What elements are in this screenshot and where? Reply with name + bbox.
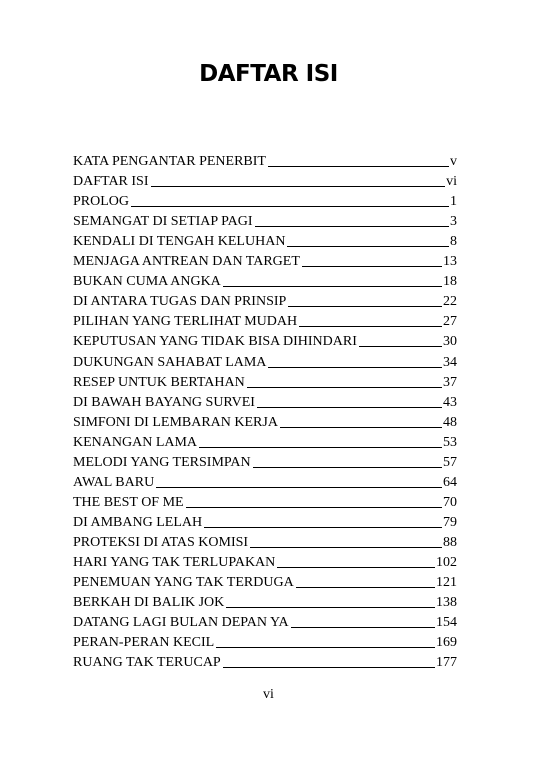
toc-entry-page: 64	[443, 474, 457, 490]
toc-entry-title: KENANGAN LAMA	[73, 434, 198, 450]
toc-entry-page: 102	[436, 554, 457, 570]
toc-leader-line	[291, 627, 435, 628]
toc-leader-line	[151, 186, 446, 187]
toc-entry-title: DI AMBANG LELAH	[73, 514, 203, 530]
toc-leader-line	[287, 246, 449, 247]
page-number: vi	[263, 687, 274, 702]
toc-entry-title: BERKAH DI BALIK JOK	[73, 595, 225, 611]
toc-entry-page: 79	[443, 514, 457, 530]
toc-entry-page: 13	[443, 254, 457, 270]
toc-leader-line	[277, 567, 435, 568]
toc-entry-title: SIMFONI DI LEMBARAN KERJA	[73, 414, 278, 430]
toc-entry-title: MELODI YANG TERSIMPAN	[73, 454, 251, 470]
toc-entry-title: DAFTAR ISI	[73, 174, 149, 190]
toc-entry	[73, 210, 457, 230]
toc-entry	[73, 531, 457, 551]
toc-entry-page: 169	[436, 635, 457, 651]
toc-entry	[73, 471, 457, 491]
toc-entry-page: vi	[446, 174, 457, 190]
toc-entry-title: PROTEKSI DI ATAS KOMISI	[73, 534, 249, 550]
toc-entry	[73, 290, 457, 310]
toc-entry	[73, 330, 457, 350]
toc-leader-line	[223, 286, 442, 287]
toc-entry	[73, 371, 457, 391]
toc-entry-title: RESEP UNTUK BERTAHAN	[73, 374, 245, 390]
toc-entry	[73, 230, 457, 250]
toc-entry-page: 57	[443, 454, 457, 470]
toc-entry-page: 138	[436, 595, 457, 611]
toc-leader-line	[156, 487, 442, 488]
toc-entry	[73, 451, 457, 471]
toc-entry-title: DI BAWAH BAYANG SURVEI	[73, 394, 255, 410]
toc-entry-title: PILIHAN YANG TERLIHAT MUDAH	[73, 314, 298, 330]
toc-leader-line	[186, 507, 442, 508]
toc-entry-title: DUKUNGAN SAHABAT LAMA	[73, 354, 267, 370]
toc-entry-title: PENEMUAN YANG TAK TERDUGA	[73, 575, 294, 591]
toc-entry	[73, 491, 457, 511]
toc-entry	[73, 551, 457, 571]
page-title: DAFTAR ISI	[199, 61, 338, 87]
toc-entry	[73, 571, 457, 591]
toc-leader-line	[268, 166, 449, 167]
toc-entry-title: KATA PENGANTAR PENERBIT	[73, 154, 266, 170]
toc-entry-page: 154	[436, 615, 457, 631]
toc-entry-title: KEPUTUSAN YANG TIDAK BISA DIHINDARI	[73, 334, 357, 350]
toc-entry	[73, 350, 457, 370]
toc-leader-line	[216, 647, 435, 648]
toc-entry-page: 30	[443, 334, 457, 350]
toc-entry-page: 121	[436, 575, 457, 591]
toc-entry	[73, 310, 457, 330]
toc-entry	[73, 170, 457, 190]
toc-entry	[73, 411, 457, 431]
toc-entry	[73, 631, 457, 651]
toc-entry-title: DI ANTARA TUGAS DAN PRINSIP	[73, 294, 287, 310]
toc-entry-page: 1	[450, 194, 457, 210]
toc-entry	[73, 150, 457, 170]
toc-leader-line	[299, 326, 442, 327]
toc-entry-page: 70	[443, 494, 457, 510]
toc-entry	[73, 190, 457, 210]
toc-leader-line	[359, 346, 442, 347]
toc-entry-title: PERAN-PERAN KECIL	[73, 635, 215, 651]
toc-entry	[73, 391, 457, 411]
table-of-contents	[73, 150, 457, 671]
toc-entry-page: 177	[436, 655, 457, 671]
toc-leader-line	[296, 587, 435, 588]
toc-entry-title: MENJAGA ANTREAN DAN TARGET	[73, 254, 300, 270]
toc-entry-page: 18	[443, 274, 457, 290]
toc-entry	[73, 651, 457, 671]
toc-entry	[73, 611, 457, 631]
toc-leader-line	[288, 306, 442, 307]
toc-entry	[73, 270, 457, 290]
toc-leader-line	[204, 527, 442, 528]
toc-leader-line	[253, 467, 442, 468]
toc-entry	[73, 431, 457, 451]
toc-entry-page: 88	[443, 534, 457, 550]
toc-entry-title: AWAL BARU	[73, 474, 155, 490]
toc-leader-line	[280, 427, 442, 428]
toc-entry-page: 37	[443, 374, 457, 390]
toc-entry-title: KENDALI DI TENGAH KELUHAN	[73, 234, 286, 250]
toc-entry-page: 53	[443, 434, 457, 450]
toc-leader-line	[226, 607, 435, 608]
toc-leader-line	[250, 547, 442, 548]
toc-entry-page: 43	[443, 394, 457, 410]
toc-entry-title: SEMANGAT DI SETIAP PAGI	[73, 214, 253, 230]
toc-entry-title: RUANG TAK TERUCAP	[73, 655, 221, 671]
toc-leader-line	[199, 447, 442, 448]
toc-leader-line	[223, 667, 435, 668]
toc-entry-title: HARI YANG TAK TERLUPAKAN	[73, 554, 276, 570]
toc-entry	[73, 591, 457, 611]
toc-leader-line	[247, 387, 442, 388]
toc-entry-page: 8	[450, 234, 457, 250]
toc-leader-line	[268, 367, 442, 368]
toc-entry-page: v	[450, 154, 457, 170]
toc-entry	[73, 511, 457, 531]
toc-entry-page: 3	[450, 214, 457, 230]
toc-entry-page: 34	[443, 354, 457, 370]
toc-leader-line	[302, 266, 442, 267]
toc-leader-line	[255, 226, 449, 227]
toc-entry-title: DATANG LAGI BULAN DEPAN YA	[73, 615, 289, 631]
toc-leader-line	[131, 206, 449, 207]
toc-entry-page: 22	[443, 294, 457, 310]
toc-leader-line	[257, 407, 442, 408]
toc-entry	[73, 250, 457, 270]
toc-entry-page: 27	[443, 314, 457, 330]
toc-entry-page: 48	[443, 414, 457, 430]
toc-entry-title: PROLOG	[73, 194, 130, 210]
toc-entry-title: THE BEST OF ME	[73, 494, 184, 510]
toc-entry-title: BUKAN CUMA ANGKA	[73, 274, 221, 290]
